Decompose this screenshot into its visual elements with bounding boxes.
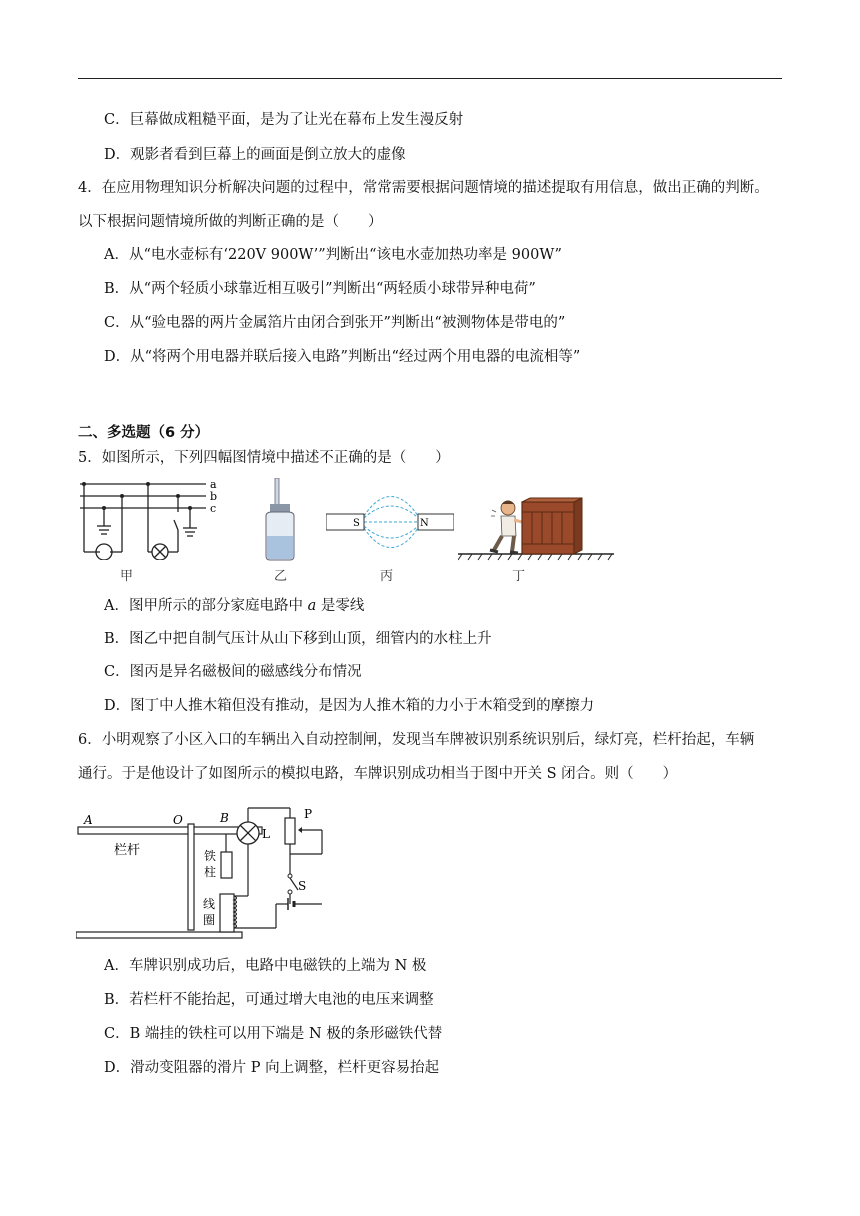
fig-label-quan: 圈 [203,913,216,927]
q4-stem-line1: 4．在应用物理知识分析解决问题的过程中，常常需要根据问题情境的描述提取有用信息，做出正确的判断。 [78,180,769,196]
fig-label-b: B [220,811,229,825]
caption-bing: 丙 [380,569,394,584]
q4-option-c: C．从“验电器的两片金属箔片由闭合到张开”判断出“被测物体是带电的” [104,315,566,331]
q5-figure-ding [458,492,618,562]
q5-stem: 5．如图所示，下列四幅图情境中描述不正确的是（ ） [78,450,450,466]
q6-stem-line2: 通行。于是他设计了如图所示的模拟电路，车牌识别成功相当于图中开关 S 闭合。则（ ） [78,766,678,782]
q4-option-b: B．从“两个轻质小球靠近相互吸引”判断出“两轻质小球带异种电荷” [104,281,536,297]
fig-label-barrier: 栏杆 [114,843,141,858]
fig-label-switch: S [298,879,307,893]
fig-label-o: O [173,813,183,827]
q5-option-a-text: A．图甲所示的部分家庭电路中 [104,598,308,614]
q6-option-a: A．车牌识别成功后，电路中电磁铁的上端为 N 极 [104,958,427,974]
magnet-label-n: N [420,518,429,529]
caption-ding: 丁 [512,569,526,584]
q4-option-d: D．从“将两个用电器并联后接入电路”判断出“经过两个用电器的电流相等” [104,349,581,365]
q5-option-a-variable: a [307,598,317,614]
q4-stem-line2: 以下根据问题情境所做的判断正确的是（ ） [78,214,383,230]
q4-option-a: A．从“电水壶标有‘220V 900W’”判断出“该电水壶加热功率是 900W” [104,247,562,263]
section-heading-multiple-choice: 二、多选题（6 分） [78,425,210,441]
q6-figure-gate-circuit [76,794,338,944]
caption-jia: 甲 [120,569,134,584]
fig-label-zhu: 柱 [204,865,217,879]
q5-figure-bing [326,488,454,558]
q5-figure-jia [78,476,228,560]
magnet-label-s: S [353,518,360,529]
q6-option-d: D．滑动变阻器的滑片 P 向上调整，栏杆更容易抬起 [104,1060,440,1076]
header-rule [78,78,782,79]
wire-label-a: a [210,478,217,491]
fig-label-slider: P [304,807,313,821]
q5-option-b: B．图乙中把自制气压计从山下移到山顶，细管内的水柱上升 [104,631,492,647]
wire-label-b: b [210,490,218,503]
caption-yi: 乙 [274,569,288,584]
fig-label-a: A [84,813,93,827]
fig-label-xian: 线 [203,897,216,911]
q5-option-d: D．图丁中人推木箱但没有推动，是因为人推木箱的力小于木箱受到的摩擦力 [104,698,595,714]
wire-label-c: c [210,502,217,515]
q6-option-b: B．若栏杆不能抬起，可通过增大电池的电压来调整 [104,992,434,1008]
q3-option-d: D．观影者看到巨幕上的画面是倒立放大的虚像 [104,147,406,163]
fig-label-tie: 铁 [204,849,217,863]
q5-option-a [104,596,364,616]
q3-option-c: C．巨幕做成粗糙平面，是为了让光在幕布上发生漫反射 [104,112,464,128]
q6-stem-line1: 6．小明观察了小区入口的车辆出入自动控制闸，发现当车牌被识别系统识别后，绿灯亮，栏杆抬起，车辆 [78,732,755,748]
q5-figure-yi [258,478,308,562]
fig-label-lamp: L [262,827,270,841]
q5-option-a-text-end: 是零线 [316,598,365,614]
q5-option-c: C．图丙是异名磁极间的磁感线分布情况 [104,664,362,680]
q6-option-c: C．B 端挂的铁柱可以用下端是 N 极的条形磁铁代替 [104,1026,443,1042]
